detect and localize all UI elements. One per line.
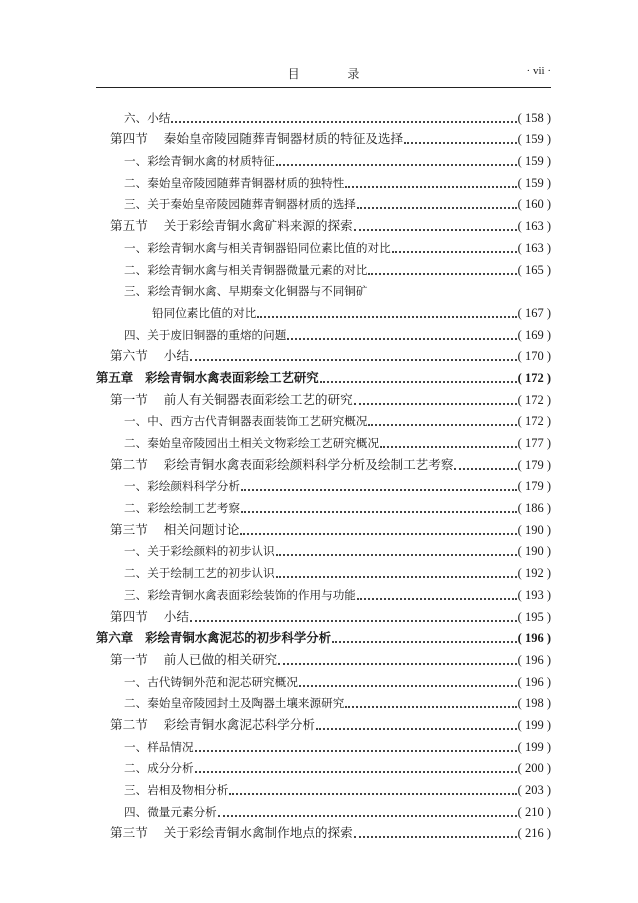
- toc-entry-number: 第四节: [110, 131, 148, 147]
- toc-entry-page: ( 160 ): [517, 197, 551, 212]
- dot-leader: [316, 714, 517, 730]
- toc-entry-page: ( 172 ): [517, 392, 551, 407]
- dot-leader: [392, 237, 517, 253]
- dot-leader: [380, 432, 517, 448]
- toc-entry-title: 一、彩绘颜料科学分析: [124, 479, 240, 494]
- dot-leader: [241, 497, 517, 513]
- dot-leader: [354, 389, 517, 405]
- toc-entry-page: ( 167 ): [517, 305, 551, 320]
- toc-entry-section: [96, 711, 551, 733]
- toc-entry-page: ( 190 ): [517, 544, 551, 559]
- toc-entry-item: [96, 798, 551, 820]
- dot-leader: [257, 302, 516, 318]
- toc-entry-item: [96, 559, 551, 581]
- toc-entry-item: [96, 234, 551, 256]
- toc-entry-page: ( 170 ): [517, 349, 551, 364]
- toc-entry-page: ( 199 ): [517, 717, 551, 732]
- toc-entry-number: 第三节: [110, 521, 148, 537]
- toc-entry-page: ( 193 ): [517, 587, 551, 602]
- toc-entry-title: 一、古代铸铜外范和泥芯研究概况: [124, 674, 298, 689]
- toc-entry-page: ( 198 ): [517, 696, 551, 711]
- toc-entry-number: 第五章: [96, 369, 134, 385]
- toc-entry-title: 关于彩绘青铜水禽矿料来源的探索: [163, 218, 353, 234]
- toc-entry-title: 彩绘青铜水禽表面彩绘工艺研究: [145, 369, 319, 385]
- dot-leader: [357, 193, 517, 209]
- toc-entry-page: ( 186 ): [517, 501, 551, 516]
- dot-leader: [276, 540, 517, 556]
- toc-entry-item: [96, 538, 551, 560]
- toc-entry-item: [96, 668, 551, 690]
- toc-entry-page: ( 196 ): [517, 631, 551, 646]
- toc-entry-page: ( 210 ): [517, 804, 551, 819]
- toc-entry-item: [96, 494, 551, 516]
- toc-entry-page: ( 196 ): [517, 652, 551, 667]
- dot-leader: [354, 822, 517, 838]
- toc-entry-page: ( 195 ): [517, 609, 551, 624]
- toc-entry-page: ( 169 ): [517, 327, 551, 342]
- toc-entry-item: [96, 278, 551, 300]
- toc-entry-page: ( 163 ): [517, 240, 551, 255]
- toc-entry-title: 二、关于绘制工艺的初步认识: [124, 566, 275, 581]
- toc-entry-item: [96, 429, 551, 451]
- dot-leader: [218, 801, 517, 817]
- toc-entry-title: 二、秦始皇帝陵园随葬青铜器材质的独特性: [124, 175, 345, 190]
- toc-entry-title: 相关问题讨论: [163, 521, 240, 537]
- toc-entry-title: 四、关于废旧铜器的重熔的问题: [124, 327, 287, 342]
- dot-leader: [368, 410, 516, 426]
- dot-leader: [229, 779, 516, 795]
- toc-entry-section: [96, 646, 551, 668]
- toc-entry-page: ( 203 ): [517, 783, 551, 797]
- toc-entry-title: 一、样品情况: [124, 739, 194, 754]
- toc-entry-section: [96, 516, 551, 538]
- toc-entry-page: ( 216 ): [517, 826, 551, 841]
- toc-entry-number: 第一节: [110, 391, 148, 407]
- toc-entry-item: [96, 755, 551, 777]
- dot-leader: [190, 606, 517, 622]
- toc-entry-item: [96, 473, 551, 495]
- toc-entry-page: ( 159 ): [517, 132, 551, 147]
- dot-leader: [357, 584, 517, 600]
- dot-leader: [190, 345, 517, 361]
- toc-entry-title: 前人已做的相关研究: [163, 651, 278, 667]
- toc-entry-title: 彩绘青铜水禽表面彩绘颜料科学分析及绘制工艺考察: [163, 456, 454, 472]
- toc-entry-title: 一、彩绘青铜水禽的材质特征: [124, 154, 275, 169]
- table-of-contents: [96, 104, 551, 841]
- toc-entry-title: 六、小结: [124, 110, 171, 125]
- toc-entry-section: [96, 386, 551, 408]
- dot-leader: [278, 649, 517, 665]
- toc-entry-section: [96, 603, 551, 625]
- toc-entry-page: ( 159 ): [517, 154, 551, 169]
- running-title: 目 录: [287, 67, 382, 81]
- dot-leader: [195, 736, 517, 752]
- header-rule: [96, 87, 551, 88]
- toc-entry-section: [96, 126, 551, 148]
- dot-leader: [195, 757, 517, 773]
- toc-entry-item: [96, 169, 551, 191]
- toc-entry-number: 第六章: [96, 630, 134, 646]
- dot-leader: [320, 367, 517, 383]
- toc-entry-page: ( 179 ): [517, 479, 551, 494]
- toc-entry-item: [96, 581, 551, 603]
- toc-entry-item: [96, 191, 551, 213]
- toc-entry-title: 一、关于彩绘颜料的初步认识: [124, 544, 275, 559]
- dot-leader: [276, 562, 517, 578]
- toc-entry-item: [96, 104, 551, 126]
- toc-entry-item: [96, 147, 551, 169]
- dot-leader: [354, 215, 517, 231]
- toc-entry-section: [96, 343, 551, 365]
- toc-entry-number: 第二节: [110, 456, 148, 472]
- toc-entry-number: 第四节: [110, 608, 148, 624]
- toc-entry-title: 一、彩绘青铜水禽与相关青铜器铅同位素比值的对比: [124, 240, 391, 255]
- page-header: [96, 62, 551, 86]
- dot-leader: [332, 627, 517, 643]
- toc-entry-chapter: [96, 625, 551, 647]
- dot-leader: [240, 519, 516, 535]
- dot-leader: [454, 454, 516, 470]
- toc-entry-number: 第三节: [110, 825, 148, 841]
- toc-entry-page: ( 159 ): [517, 175, 551, 190]
- toc-entry-title: 三、岩相及物相分析: [124, 783, 229, 797]
- toc-entry-title: 三、彩绘青铜水禽、早期秦文化铜器与不同铜矿: [124, 284, 368, 299]
- dot-leader: [345, 692, 516, 708]
- toc-entry-page: ( 196 ): [517, 674, 551, 689]
- toc-entry-title: 二、彩绘青铜水禽与相关青铜器微量元素的对比: [124, 262, 368, 277]
- toc-entry-page: ( 165 ): [517, 262, 551, 277]
- toc-entry-title: 彩绘青铜水禽泥芯科学分析: [163, 716, 315, 732]
- toc-entry-title: 二、彩绘绘制工艺考察: [124, 501, 240, 516]
- toc-entry-title: 三、关于秦始皇帝陵园随葬青铜器材质的选择: [124, 197, 356, 212]
- toc-entry-page: ( 199 ): [517, 739, 551, 754]
- toc-entry-page: ( 190 ): [517, 522, 551, 537]
- toc-entry-page: ( 172 ): [517, 414, 551, 429]
- toc-entry-title: 小结: [163, 348, 189, 364]
- dot-leader: [276, 150, 517, 166]
- dot-leader: [299, 671, 517, 687]
- toc-entry-chapter: [96, 364, 551, 386]
- toc-entry-title: 秦始皇帝陵园随葬青铜器材质的特征及选择: [163, 131, 404, 147]
- toc-entry-title: 前人有关铜器表面彩绘工艺的研究: [163, 391, 353, 407]
- dot-leader: [368, 259, 516, 275]
- toc-entry-item: [96, 690, 551, 712]
- page-number: · vii ·: [526, 65, 551, 77]
- toc-entry-title: 二、秦始皇帝陵园出土相关文物彩绘工艺研究概况: [124, 436, 380, 450]
- toc-entry-title: 二、秦始皇帝陵园封土及陶器土壤来源研究: [124, 696, 345, 711]
- toc-entry-page: ( 192 ): [517, 566, 551, 581]
- toc-entry-section: [96, 820, 551, 842]
- dot-leader: [345, 172, 516, 188]
- dot-leader: [404, 128, 517, 144]
- toc-entry-number: 第二节: [110, 716, 148, 732]
- toc-entry-item: [96, 321, 551, 343]
- toc-entry-page: ( 158 ): [517, 110, 551, 125]
- toc-entry-title: 四、微量元素分析: [124, 804, 217, 819]
- toc-entry-item: [96, 408, 551, 430]
- toc-entry-item: [96, 733, 551, 755]
- toc-entry-item: [96, 776, 551, 798]
- toc-entry-page: ( 200 ): [517, 761, 551, 776]
- toc-entry-section: [96, 451, 551, 473]
- toc-entry-title: 小结: [163, 608, 189, 624]
- toc-entry-number: 第五节: [110, 218, 148, 234]
- toc-entry-page: ( 179 ): [517, 457, 551, 472]
- dot-leader: [171, 107, 516, 123]
- toc-entry-title: 彩绘青铜水禽泥芯的初步科学分析: [145, 630, 332, 646]
- toc-entry-page: ( 172 ): [517, 370, 551, 385]
- toc-entry-cont: [96, 299, 551, 321]
- dot-leader: [287, 324, 516, 340]
- toc-entry-item: [96, 256, 551, 278]
- toc-entry-section: [96, 212, 551, 234]
- dot-leader: [241, 475, 517, 491]
- toc-entry-title: 一、中、西方古代青铜器表面装饰工艺研究概况: [124, 414, 368, 429]
- toc-entry-page: ( 177 ): [517, 436, 551, 450]
- toc-entry-title: 三、彩绘青铜水禽表面彩绘装饰的作用与功能: [124, 587, 356, 602]
- toc-entry-title: 铅同位素比值的对比: [152, 305, 257, 320]
- toc-entry-number: 第六节: [110, 348, 148, 364]
- toc-entry-number: 第一节: [110, 651, 148, 667]
- toc-entry-title: 关于彩绘青铜水禽制作地点的探索: [163, 825, 353, 841]
- toc-entry-title: 二、成分分析: [124, 761, 194, 776]
- toc-entry-page: ( 163 ): [517, 219, 551, 234]
